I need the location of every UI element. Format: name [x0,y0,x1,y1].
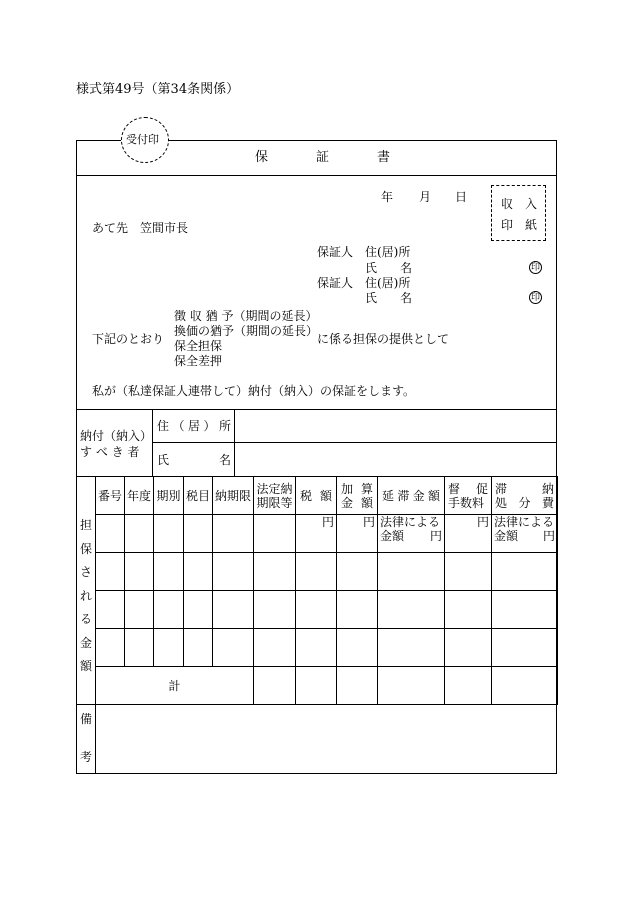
header-period: 期別 [154,477,184,515]
guarantor-1-name-char-1: 氏 [365,261,378,275]
guarantor-2-address-label: 住(居)所 [365,276,411,290]
guarantor-1-address-label: 住(居)所 [365,245,411,259]
header-disposition-cost: 滞 納 処 分 費 [492,477,558,515]
guarantor-1-label: 保証人 [317,245,354,259]
purpose-option-1: 徴 収 猶 予（期間の延長） [174,309,318,323]
payer-label-line-2: す べ き 者 [80,445,140,459]
header-tax-amount: 税 額 [296,477,337,515]
header-year: 年度 [125,477,154,515]
payer-label-line-1: 納付（納入） [80,429,153,443]
remarks-label-char-2: 考 [80,750,93,764]
title-char-2: 証 [316,150,330,165]
guarantor-2-seal-mark: 印 [530,293,540,303]
guarantor-1-seal-mark: 印 [530,263,540,273]
title-char-1: 保 [255,150,269,165]
revenue-stamp-char-4: 紙 [525,218,538,232]
disposition-cost-unit: 法律による 金額 円 [492,515,558,553]
declaration: 私が（私達保証人連帯して）納付（納入）の保証をします。 [92,384,416,398]
purpose-option-4: 保全差押 [174,354,223,368]
purpose-option-2: 換価の猶予（期間の延長） [174,324,319,338]
purpose-option-3: 保全担保 [174,339,223,353]
title-divider [76,175,557,176]
header-additional-tax: 加 算 金 額 [337,477,378,515]
header-tax-item: 税目 [184,477,213,515]
tax-amount-yen-unit: 円 [296,515,337,553]
revenue-stamp-char-2: 入 [525,197,538,211]
addressee: あて先 笠間市長 [92,221,189,235]
secured-side-label: 担 保 さ れ る 金 額 [80,518,93,673]
header-row [96,477,558,515]
remarks-divider [76,704,557,705]
table-row [96,591,558,629]
total-row [96,667,558,705]
payer-address-label: 住 （ 居 ） 所 [157,419,231,433]
guarantor-2-label: 保証人 [317,276,354,290]
guarantor-2-name-char-1: 氏 [365,291,378,305]
revenue-stamp-char-1: 収 [501,197,514,211]
date-day-label: 日 [455,190,468,204]
total-label: 計 [96,667,254,705]
payer-name-char-1: 氏 [157,453,170,467]
payer-name-char-2: 名 [219,453,232,467]
purpose-prefix: 下記のとおり [92,332,165,346]
date-year-label: 年 [381,190,394,204]
revenue-stamp-char-3: 印 [501,218,514,232]
reception-stamp-label: 受付印 [126,133,159,146]
remarks-label-char-1: 備 [80,712,93,726]
table-row [96,553,558,591]
guarantor-1-name-char-2: 名 [400,261,413,275]
header-legal-deadline: 法定納 期限等 [254,477,296,515]
purpose-suffix: に係る担保の提供として [317,332,450,346]
declaration-divider [76,409,557,410]
form-number: 様式第49号（第34条関係） [76,82,240,97]
guarantor-2-name-char-2: 名 [400,291,413,305]
table-row [96,515,558,553]
header-dunning-fee: 督 促 手数料 [445,477,492,515]
secured-amount-table [95,476,558,705]
table-row [96,629,558,667]
additional-tax-yen-unit: 円 [337,515,378,553]
header-deadline: 納期限 [213,477,254,515]
header-number: 番号 [96,477,125,515]
date-month-label: 月 [419,190,432,204]
remarks-label-divider [95,704,96,774]
payer-row-divider [152,442,557,443]
reception-stamp [121,117,169,163]
dunning-fee-yen-unit: 円 [445,515,492,553]
header-delinquency-tax: 延 滞 金 額 [378,477,445,515]
delinquency-tax-unit: 法律による 金額 円 [378,515,445,553]
title-char-3: 書 [377,150,391,165]
revenue-stamp-box [491,185,546,241]
